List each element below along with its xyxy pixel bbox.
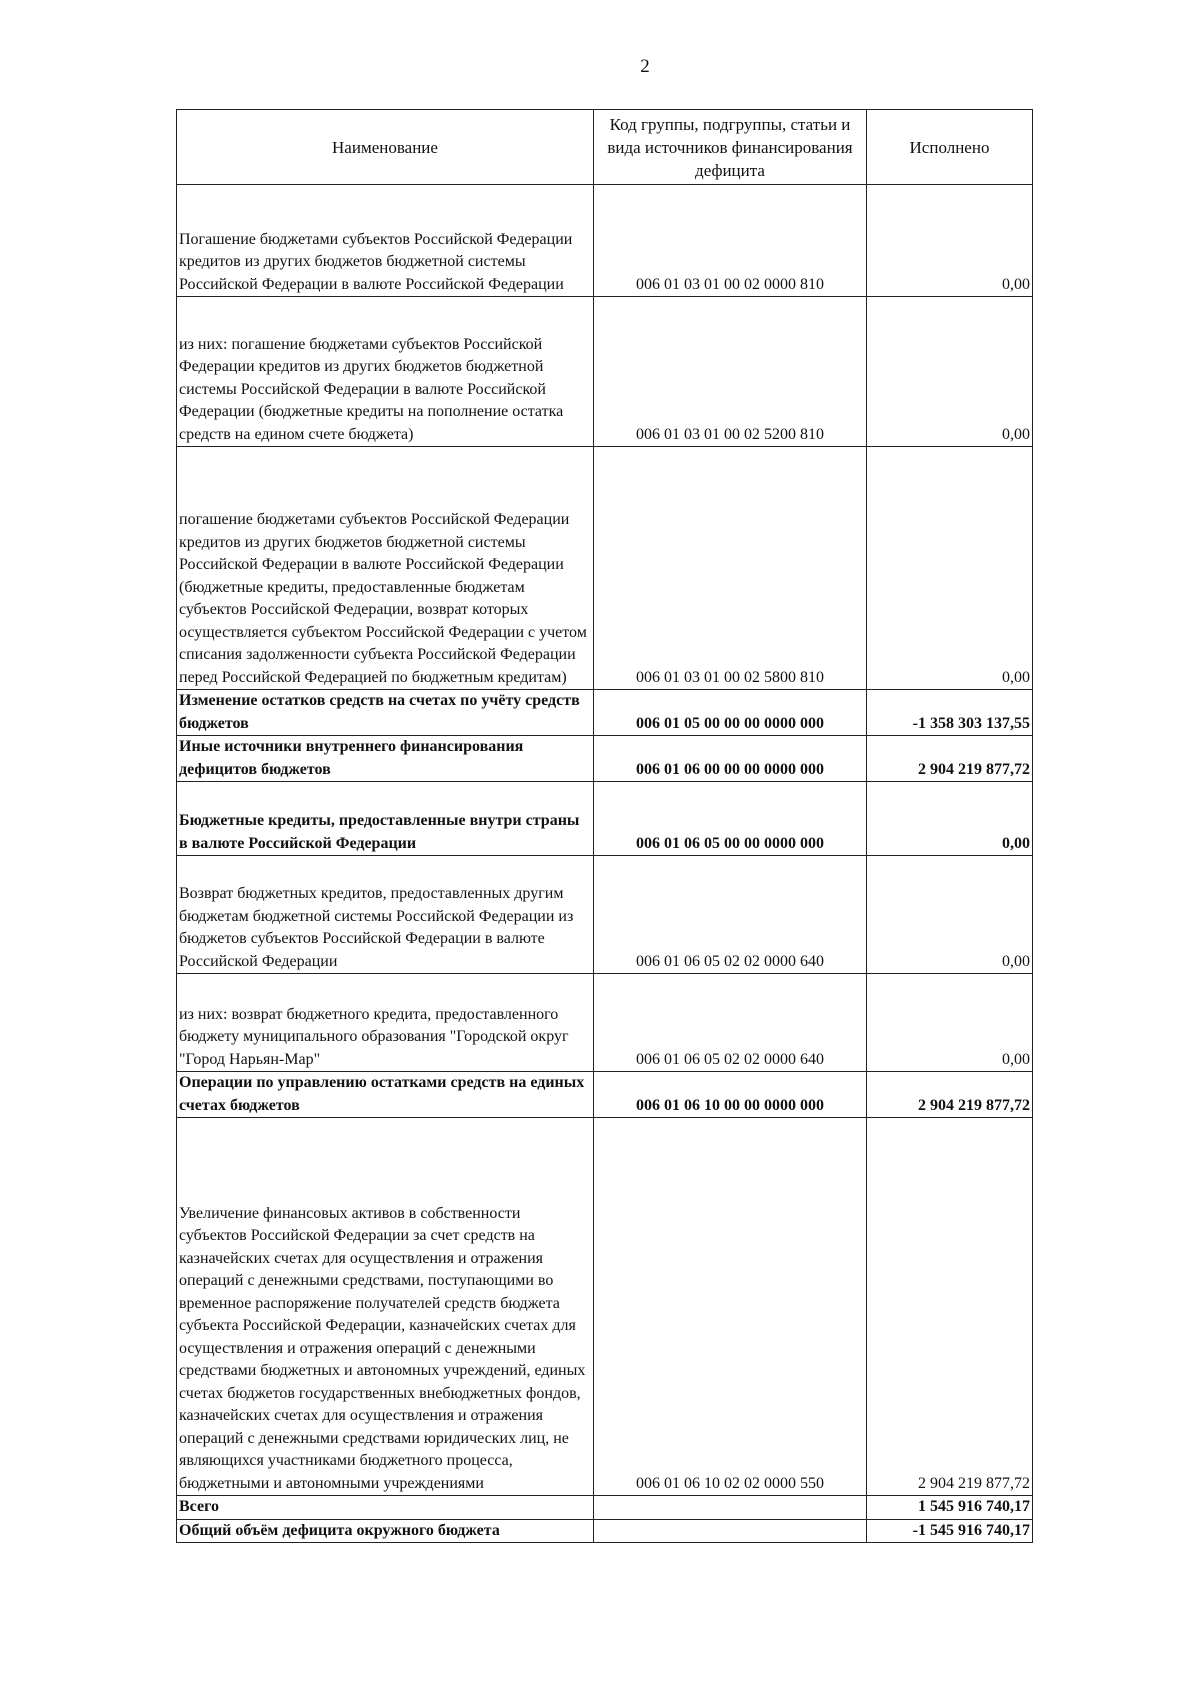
table-row	[177, 856, 1033, 974]
row-name: из них: погашение бюджетами субъектов Российской Федерации кредитов из других бюджетов бюджетной системы Российской Федерации в валюте Российской Федерации (бюджетные кредиты на пополнение остатка средств на едином счете бюджета)	[177, 297, 594, 447]
row-code: 006 01 06 10 02 02 0000 550	[594, 1118, 867, 1496]
row-code: 006 01 06 05 00 00 0000 000	[594, 782, 867, 856]
table-row	[177, 974, 1033, 1072]
row-value: 0,00	[867, 297, 1033, 447]
table-row	[177, 1072, 1033, 1118]
row-name: Возврат бюджетных кредитов, предоставленных другим бюджетам бюджетной системы Российской Федерации из бюджетов субъектов Российской Федерации в валюте Российской Федерации	[177, 856, 594, 974]
row-code: 006 01 03 01 00 02 5200 810	[594, 297, 867, 447]
table-row	[177, 185, 1033, 297]
row-name: Общий объём дефицита окружного бюджета	[177, 1519, 594, 1543]
row-code: 006 01 03 01 00 02 0000 810	[594, 185, 867, 297]
row-value: -1 358 303 137,55	[867, 690, 1033, 736]
row-value: -1 545 916 740,17	[867, 1519, 1033, 1543]
row-code: 006 01 06 05 02 02 0000 640	[594, 974, 867, 1072]
row-code: 006 01 06 00 00 00 0000 000	[594, 736, 867, 782]
row-name: Изменение остатков средств на счетах по учёту средств бюджетов	[177, 690, 594, 736]
table-row-total	[177, 1496, 1033, 1520]
row-value: 1 545 916 740,17	[867, 1496, 1033, 1520]
table-row	[177, 297, 1033, 447]
row-value: 2 904 219 877,72	[867, 1118, 1033, 1496]
row-value: 0,00	[867, 856, 1033, 974]
page-number: 2	[640, 56, 650, 77]
row-value: 0,00	[867, 782, 1033, 856]
row-name: Операции по управлению остатками средств на единых счетах бюджетов	[177, 1072, 594, 1118]
row-code	[594, 1519, 867, 1543]
table-header-row	[177, 110, 1033, 185]
row-name: погашение бюджетами субъектов Российской Федерации кредитов из других бюджетов бюджетной системы Российской Федерации в валюте Российской Федерации (бюджетные кредиты, предоставленные бюджетам субъектов Российской Федерации, возврат которых осуществляется субъектом Российской Федерации с учетом списания задолженности субъекта Российской Федерации перед Российской Федерацией по бюджетным кредитам)	[177, 447, 594, 690]
row-name: Бюджетные кредиты, предоставленные внутри страны в валюте Российской Федерации	[177, 782, 594, 856]
header-name: Наименование	[177, 110, 594, 185]
row-value: 2 904 219 877,72	[867, 1072, 1033, 1118]
financing-sources-table	[176, 109, 1033, 1543]
row-name: Иные источники внутреннего финансирования дефицитов бюджетов	[177, 736, 594, 782]
table-row-deficit	[177, 1519, 1033, 1543]
table-row	[177, 736, 1033, 782]
table-row	[177, 690, 1033, 736]
row-code: 006 01 05 00 00 00 0000 000	[594, 690, 867, 736]
row-value: 0,00	[867, 185, 1033, 297]
row-code: 006 01 06 05 02 02 0000 640	[594, 856, 867, 974]
row-value: 2 904 219 877,72	[867, 736, 1033, 782]
header-executed: Исполнено	[867, 110, 1033, 185]
row-name: Погашение бюджетами субъектов Российской Федерации кредитов из других бюджетов бюджетной системы Российской Федерации в валюте Российской Федерации	[177, 185, 594, 297]
row-code: 006 01 03 01 00 02 5800 810	[594, 447, 867, 690]
row-value: 0,00	[867, 974, 1033, 1072]
table-row	[177, 1118, 1033, 1496]
row-code: 006 01 06 10 00 00 0000 000	[594, 1072, 867, 1118]
header-code: Код группы, подгруппы, статьи и вида источников финансирования дефицита	[594, 110, 867, 185]
row-name: Увеличение финансовых активов в собственности субъектов Российской Федерации за счет средств на казначейских счетах для осуществления и отражения операций с денежными средствами, поступающими во временное распоряжение получателей средств бюджета субъекта Российской Федерации, казначейских счетах для осуществления и отражения операций с денежными средствами бюджетных и автономных учреждений, единых счетах бюджетов государственных внебюджетных фондов, казначейских счетах для осуществления и отражения операций с денежными средствами юридических лиц, не являющихся участниками бюджетного процесса, бюджетными и автономными учреждениями	[177, 1118, 594, 1496]
row-name: Всего	[177, 1496, 594, 1520]
row-code	[594, 1496, 867, 1520]
table-row	[177, 782, 1033, 856]
row-value: 0,00	[867, 447, 1033, 690]
row-name: из них: возврат бюджетного кредита, предоставленного бюджету муниципального образования "Городской округ "Город Нарьян-Мар"	[177, 974, 594, 1072]
table-row	[177, 447, 1033, 690]
